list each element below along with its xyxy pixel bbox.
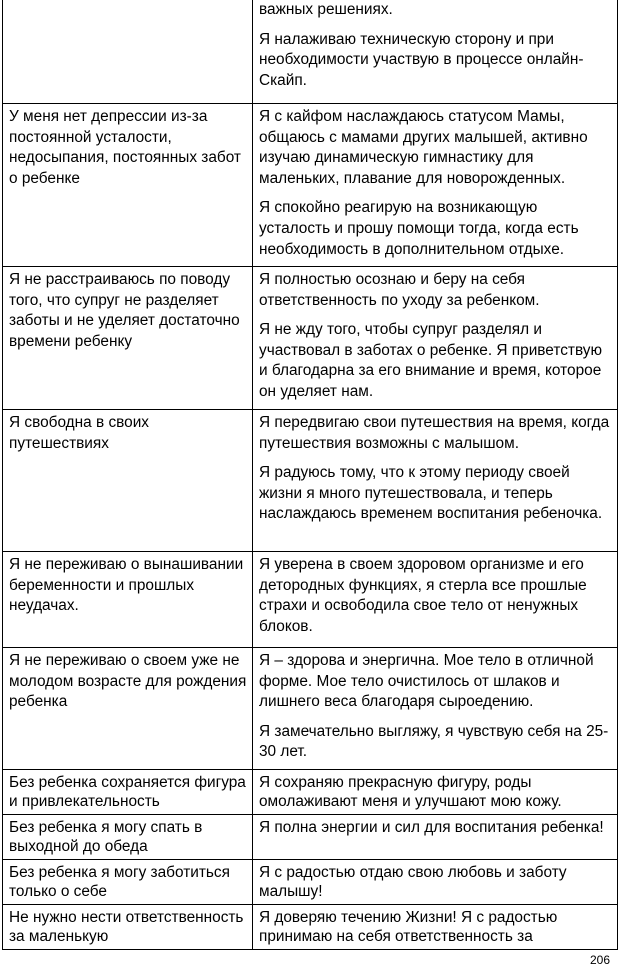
table-row	[3, 104, 618, 267]
right-cell	[253, 0, 618, 104]
right-cell	[253, 104, 618, 267]
paragraph: Я уверена в своем здоровом организме и его детородных функциях, я стерла все прошлые страхи и освободила свое тело от ненужных блоков.	[259, 556, 587, 635]
paragraph: Я не переживаю о своем уже не молодом возрасте для рождения ребенка	[9, 652, 247, 711]
table-row	[3, 860, 618, 905]
paragraph: Я сохраняю прекрасную фигуру, роды омолаживают меня и улучшают мою кожу.	[259, 774, 562, 810]
paragraph: Я с радостью отдаю свою любовь и заботу малышу!	[259, 864, 567, 900]
paragraph: Я замечательно выгляжу, я чувствую себя на 25-30 лет.	[259, 722, 609, 761]
paragraph: Я полна энергии и сил для воспитания ребенка!	[259, 819, 604, 836]
comparison-table	[2, 0, 618, 950]
right-cell	[253, 860, 618, 905]
paragraph: Я не переживаю о вынашивании беременности и прошлых неудачах.	[9, 556, 244, 615]
left-cell	[3, 410, 253, 552]
table-row	[3, 815, 618, 860]
right-cell	[253, 267, 618, 410]
table-row	[3, 267, 618, 410]
paragraph: Я передвигаю свои путешествия на время, когда путешествия возможны с малышом.	[259, 414, 610, 452]
paragraph: Без ребенка я могу заботиться только о себе	[9, 864, 230, 900]
right-cell	[253, 410, 618, 552]
paragraph: Без ребенка я могу спать в выходной до обеда	[9, 819, 203, 855]
table-row	[3, 648, 618, 770]
paragraph: Я радуюсь тому, что к этому периоду своей жизни я много путешествовала, и теперь наслаждаюсь временем воспитания ребеночка.	[259, 464, 603, 523]
paragraph: Без ребенка сохраняется фигура и привлекательность	[9, 774, 246, 810]
paragraph: Я доверяю течению Жизни! Я с радостью принимаю на себя ответственность за	[259, 909, 558, 945]
right-cell	[253, 552, 618, 648]
left-cell	[3, 267, 253, 410]
page-number: 206	[589, 953, 610, 967]
right-cell	[253, 770, 618, 815]
left-cell	[3, 552, 253, 648]
paragraph: Я – здорова и энергична. Мое тело в отличной форме. Мое тело очистилось от шлаков и лишнего веса благодаря сыроедению.	[259, 652, 594, 711]
paragraph: Я полностью осознаю и беру на себя ответственность по уходу за ребенком.	[259, 271, 540, 309]
right-cell	[253, 815, 618, 860]
right-cell	[253, 648, 618, 770]
paragraph: Я не расстраиваюсь по поводу того, что супруг не разделяет заботы и не уделяет достаточно времени ребенку	[9, 271, 240, 350]
left-cell	[3, 815, 253, 860]
table-row	[3, 410, 618, 552]
left-cell	[3, 770, 253, 815]
left-cell	[3, 648, 253, 770]
paragraph: У меня нет депрессии из-за постоянной усталости, недосыпания, постоянных забот о ребенке	[9, 108, 241, 187]
paragraph: Я налаживаю техническую сторону и при необходимости участвую в процессе онлайн-Скайп.	[259, 30, 584, 89]
table-row	[3, 0, 618, 104]
paragraph: Я свободна в своих путешествиях	[9, 414, 150, 452]
table-row	[3, 770, 618, 815]
table-row	[3, 905, 618, 950]
left-cell	[3, 104, 253, 267]
paragraph: Я не жду того, чтобы супруг разделял и участвовал в заботах о ребенке. Я приветствую и благодарна за его внимание и время, которое он уделяет нам.	[259, 321, 603, 400]
paragraph: Не нужно нести ответственность за маленькую	[9, 909, 244, 945]
right-cell	[253, 905, 618, 950]
paragraph: Я спокойно реагирую на возникающую усталость и прошу помощи тогда, когда есть необходимость в дополнительном отдыхе.	[259, 199, 579, 258]
left-cell	[3, 860, 253, 905]
paragraph: Я с кайфом наслаждаюсь статусом Мамы, общаюсь с мамами других малышей, активно изучаю динамическую гимнастику для маленьких, плавание для новорожденных.	[259, 108, 588, 187]
table-row	[3, 552, 618, 648]
paragraph: важных решениях.	[259, 1, 393, 18]
left-cell	[3, 905, 253, 950]
left-cell	[3, 0, 253, 104]
